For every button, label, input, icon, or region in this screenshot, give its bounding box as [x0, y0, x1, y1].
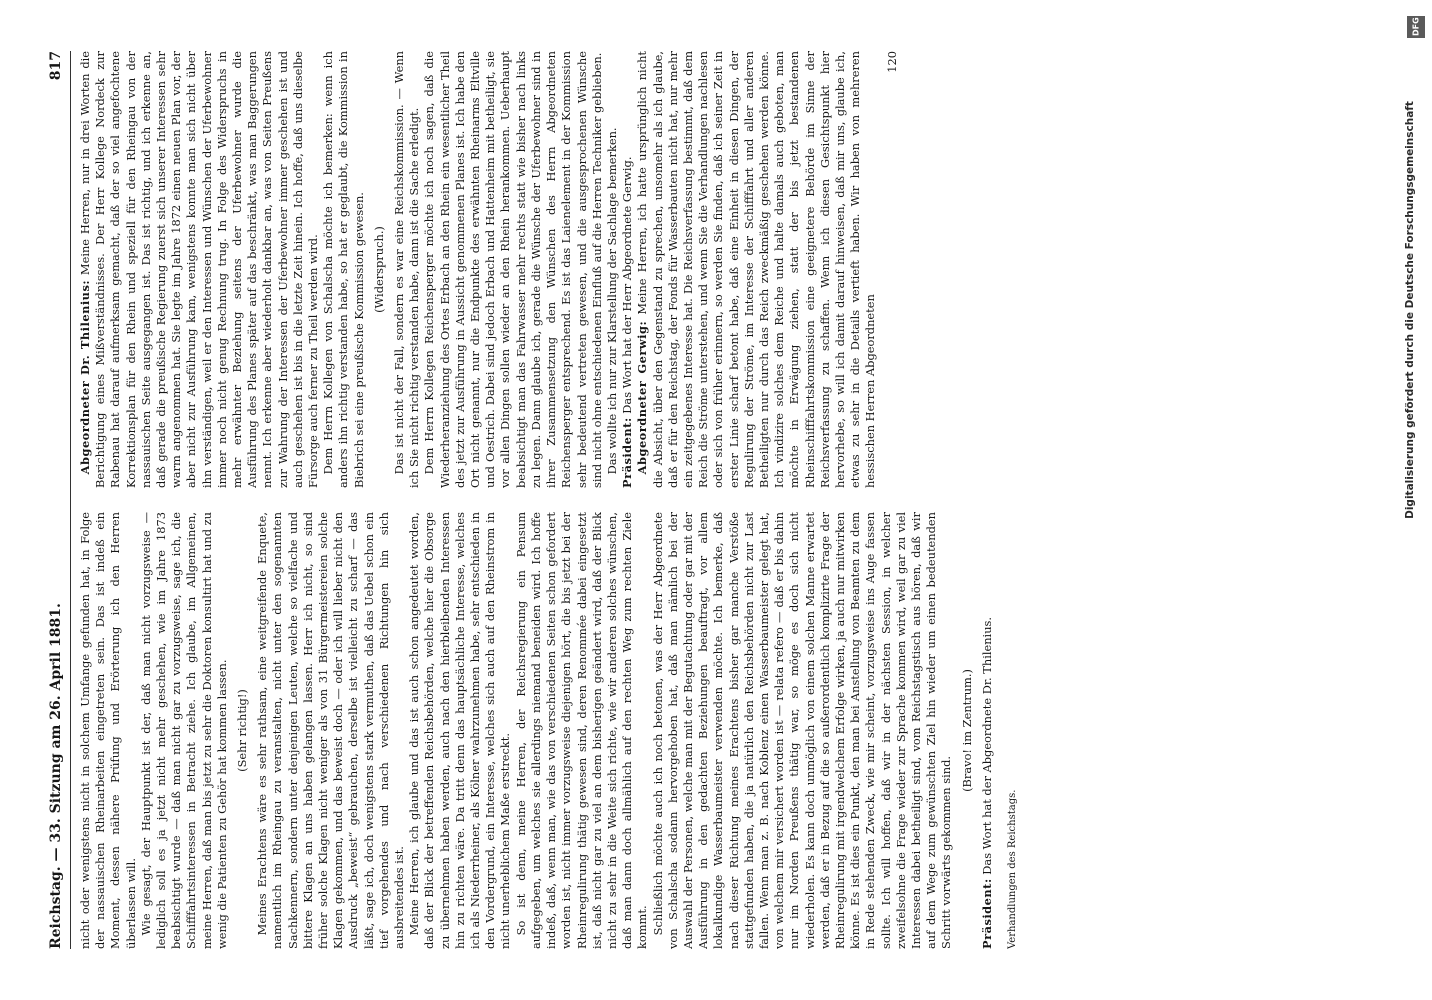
paragraph	[372, 51, 387, 488]
paragraph-text: Dem Herrn Kollegen Reichensperger möchte ich noch sagen, daß die Wiederheranziehung des Ortes Erbach an den Rhein ein wesentlicher Theil des jetzt zur Ausführung in Aussicht genommenen Planes ist. Ich habe den Ort nicht genannt, nur die Endpunkte des erwähnten Rheinarms Eltville und Oestrich. Dabei sind jedoch Erbach und Hattenheim mit betheiligt, sie vor allen Dingen sollen wieder an den Rhein herankommen. Ueberhaupt beabsichtigt man das Fahrwasser mehr rechts statt wie bisher nach links zu legen. Dann glaube ich, gerade die Wünsche der Uferbewohner sind in ihrer Zusammensetzung den Wünschen des Herrn Abgeordneten Reichensperger entsprechend. Es ist das Laienelement in der Kommission sehr bedeutend vertreten gewesen, und die ausgesprochenen Wünsche sind nicht ohne entschiedenen Einfluß auf die Herren Techniker geblieben.	[422, 51, 604, 488]
paragraph-text: Meine Herren, ich glaube und das ist auch schon angedeutet worden, daß der Blick der betreffenden Reichsbehörden, welche hier die Obsorge zu übernehmen haben werden, auch nach den hierbleibenden Interessen hin zu richten wäre. Da tritt denn das hauptsächliche Interesse, welches ich als Niederrheiner, als Kölner wahrzunehmen habe, sehr entschieden in den Vordergrund, ein Interesse, welches sich auch auf den Rheinstrom in nicht unerheblichem Maße erstreckt.	[407, 512, 513, 949]
speaker-label: Präsident:	[620, 417, 635, 488]
paragraph	[980, 512, 995, 949]
paragraph-text: 120	[884, 51, 899, 73]
speaker-label: Abgeordneter Dr. Thilenius:	[78, 279, 92, 475]
dfg-logo: DFG	[1407, 16, 1425, 38]
page-header	[44, 51, 68, 949]
paragraph	[620, 51, 635, 488]
paragraph-text: Dem Herrn Kollegen von Schalscha möchte ich bemerken: wenn ich anders ihn richtig verstanden habe, so hat er geglaubt, die Kommission in Biebrich sei eine preußische Kommission gewesen.	[321, 51, 366, 488]
paragraph	[78, 51, 321, 488]
header-rule	[70, 51, 71, 949]
speaker-label: Abgeordneter Gerwig:	[635, 320, 650, 475]
paragraph	[960, 512, 975, 949]
paragraph-text: Meine Herren, ich hatte ursprünglich nicht die Absicht, über den Gegenstand zu sprechen, unsomehr als ich glaube, daß er für den Reichstag, der Fonds für Wasserbauten nicht hat, nur mehr ein zeitgegebenes Interesse hat. Die Reichsverfassung bestimmt, daß dem Reich die Ströme unterstehen, und wenn Sie die Verhandlungen nachlesen oder sich von früher erinnern, so werden Sie finden, daß ich seiner Zeit in erster Linie scharf betont habe, daß eine Einheit in diesen Dingen, der Regulirung der Ströme, im Interesse der Schifffahrt und aller anderen Betheiligten nur durch das Reich zweckmäßig geschehen werden könne. Ich vindizire solches dem Reiche und halte damals auch geboten, man möchte in Erwägung ziehen, statt der bis jetzt bestandenen Rheinschifffahrtskommission eine geeignetere Behörde im Sinne der Reichsverfassung zu schaffen. Wenn ich diesen Gesichtspunkt hier hervorhebe, so will ich damit darauf hinweisen, daß mir uns, glaube ich, etwas zu sehr in die Details vertieft haben. Wir haben von mehreren hessischen Herren Abgeordneten	[635, 51, 878, 488]
paragraph	[235, 512, 250, 949]
paragraph-text: Verhandlungen des Reichstags.	[1006, 789, 1018, 949]
paragraph-text: So ist denn, meine Herren, der Reichsregierung ein Pensum aufgegeben, um welches sie allerdings niemand beneiden wird. Ich hoffe indeß, daß, wenn man, wie das von verschiedenen Seiten schon gefordert worden ist, nicht immer vorzugsweise diejenigen hört, die bis jetzt bei der Rheinregulirung thätig gewesen sind, deren Renommée dabei eingesetzt ist, daß nicht gar zu viel an dem bisherigen geändert wird, daß der Blick nicht zu sehr in die Weite sich richte, wie wir anderen solches wünschen, daß man dann doch allmählich auf den rechten Weg zum rechten Ziele kommt.	[513, 512, 650, 949]
paragraph	[139, 512, 230, 949]
paragraph-text: (Sehr richtig!)	[235, 689, 250, 772]
paragraph-text: Meine Herren, nur in drei Worten die Berichtigung eines Mißverständnisses. Der Herr Kollege Nordeck zur Rabenau hat darauf aufmerksam gemacht, daß der so viel angefochtene Korrektionsplan für den Rhein und speziell für den Rheingau von der nassauischen Seite ausgegangen ist. Das ist richtig, und ich erkenne an, daß gerade die preußische Regierung zuerst sich unserer Interessen sehr warm angenommen hat. Sie legte im Jahre 1872 einen neuen Plan vor, der aber nicht zur Ausführung kam, wenigstens konnte man sich nicht über ihn verständigen, weil er den Interessen und Wünschen der Uferbewohner immer noch nicht genug Rechnung trug. In Folge des Widerspruchs in mehr erwähnter Beziehung seitens der Uferbewohner wurde die Ausführung des Planes später auf das beschränkt, was man Baggerungen nennt. Ich erkenne aber wiederholt dankbar an, was von Seiten Preußens zur Wahrung der Interessen der Uferbewohner immer geschehen ist und auch geschehen ist bis in die letzte Zeit hinein. Ich hoffe, daß uns dieselbe Fürsorge auch ferner zu Theil werden wird.	[78, 51, 321, 488]
paragraph	[1005, 512, 1020, 949]
paragraph	[651, 512, 955, 949]
text-columns	[78, 51, 1382, 949]
paragraph	[392, 51, 422, 488]
paragraph	[605, 51, 620, 488]
paragraph-text: Schließlich möchte auch ich noch betonen, was der Herr Abgeordnete von Schalscha sodann hervorgehoben hat, daß man nämlich bei der Auswahl der Personen, welche man mit der Begutachtung oder gar mit der Ausführung in den gedachten Beziehungen beauftragt, vor allem lokalkundige Wasserbaumeister verwenden möchte. Ich bemerke, daß nach dieser Richtung meines Erachtens bisher gar manche Verstöße stattgefunden haben, die ja natürlich den Reichsbehörden nicht zur Last fallen. Wenn man z. B. nach Koblenz einen Wasserbaumeister gelegt hat, von welchem mir versichert worden ist — relata refero — daß er bis dahin nur im Norden Preußens thätig war, so möge es doch sich nicht wiederholen. Es kann doch unmöglich von einem solchen Manne erwartet werden, daß er in Bezug auf die so außerordentlich komplizirte Frage der Rheinregulirung mit irgendwelchem Erfolge wirken, ja auch nur mitwirken könne. Es ist dies ein Punkt, den man bei Anstellung von Beamten zu dem in Rede stehenden Zweck, wie mir scheint, vorzugsweise ins Auge fassen sollte. Ich will hoffen, daß wir in der nächsten Session, in welcher zweifelsohne die Frage wieder zur Sprache kommen wird, weil gar zu viel Interessen dabei betheiligt sind, vom Reichstagstisch aus hören, daß wir auf dem Wege zum gewünschten Ziel hin wieder um einen bedeutenden Schritt vorwärts gekommen sind.	[650, 512, 954, 949]
paragraph-text: Das wollte ich nur zur Klarstellung der Sachlage bemerken.	[604, 127, 619, 475]
paragraph-text: Wie gesagt, der Hauptpunkt ist der, daß man nicht vorzugsweise — lediglich soll es ja jetzt nicht mehr geschehen, wie im Jahre 1873 beabsichtigt wurde — daß man nicht gar zu vorzugsweise, sage ich, die Schifffahrtsinteressen in Betracht ziehe. Ich glaube, im Allgemeinen, meine Herren, daß man bis jetzt zu sehr die Doktoren konsultirt hat und zu wenig die Patienten zu Gehör hat kommen lassen.	[138, 512, 229, 949]
paragraph	[255, 512, 407, 949]
left-column	[78, 512, 1382, 949]
paragraph	[407, 512, 513, 949]
side-credit	[1394, 0, 1426, 1000]
paragraph	[514, 512, 651, 949]
rotated-page	[36, 31, 1396, 969]
running-title: Reichstag. — 33. Sitzung am 26. April 1881.	[48, 603, 64, 949]
paragraph-text: Das ist nicht der Fall, sondern es war eine Reichskommission. — Wenn ich Sie nicht richtig verstanden habe, dann ist die Sache erledigt.	[392, 51, 422, 488]
paragraph	[635, 51, 878, 488]
page-number: 817	[48, 51, 64, 81]
paragraph	[885, 51, 900, 488]
paragraph-text: (Widerspruch.)	[371, 226, 386, 313]
paragraph-text: (Bravo! im Zentrum.)	[959, 669, 974, 792]
paragraph-text: Das Wort hat der Herr Abgeordnete Gerwig.	[620, 156, 635, 414]
speaker-label: Präsident:	[979, 878, 994, 949]
digitization-credit: Digitalisierung gefördert durch die Deutsche Forschungsgemeinschaft	[1404, 101, 1416, 519]
paragraph	[78, 512, 139, 949]
paragraph	[422, 51, 604, 488]
right-column	[78, 51, 1382, 488]
paragraph-text: nicht oder wenigstens nicht in solchem Umfange gefunden hat, in Folge der nassauischen Rheinarbeiten eingetreten sein. Das ist indeß ein Moment, dessen nähere Prüfung und Erörterung ich den Herren überlassen will.	[78, 512, 138, 949]
paragraph-text: Das Wort hat der Abgeordnete Dr. Thilenius.	[979, 617, 994, 875]
paragraph-text: Meines Erachtens wäre es sehr rathsam, eine weitgreifende Enquete, namentlich im Rheingau zu veranstalten, nicht unter den sogenannten Sachkennern, sondern unter denjenigen Leuten, welche so vielfache und bittere Klagen an uns haben gelangen lassen. Herr ich nicht, so sind früher solche Klagen nicht weniger als von 31 Bürgermeistereien solche Klagen gekommen, und das beweist doch — oder ich will lieber nicht den Ausdruck „beweist“ gebrauchen, derselbe ist vielleicht zu scharf — das läßt, sage ich, doch wenigstens stark vermuthen, daß das Uebel schon ein tief vorgehendes und nach verschiedenen Richtungen hin sich ausbreitendes ist.	[255, 512, 407, 949]
paragraph	[321, 51, 367, 488]
